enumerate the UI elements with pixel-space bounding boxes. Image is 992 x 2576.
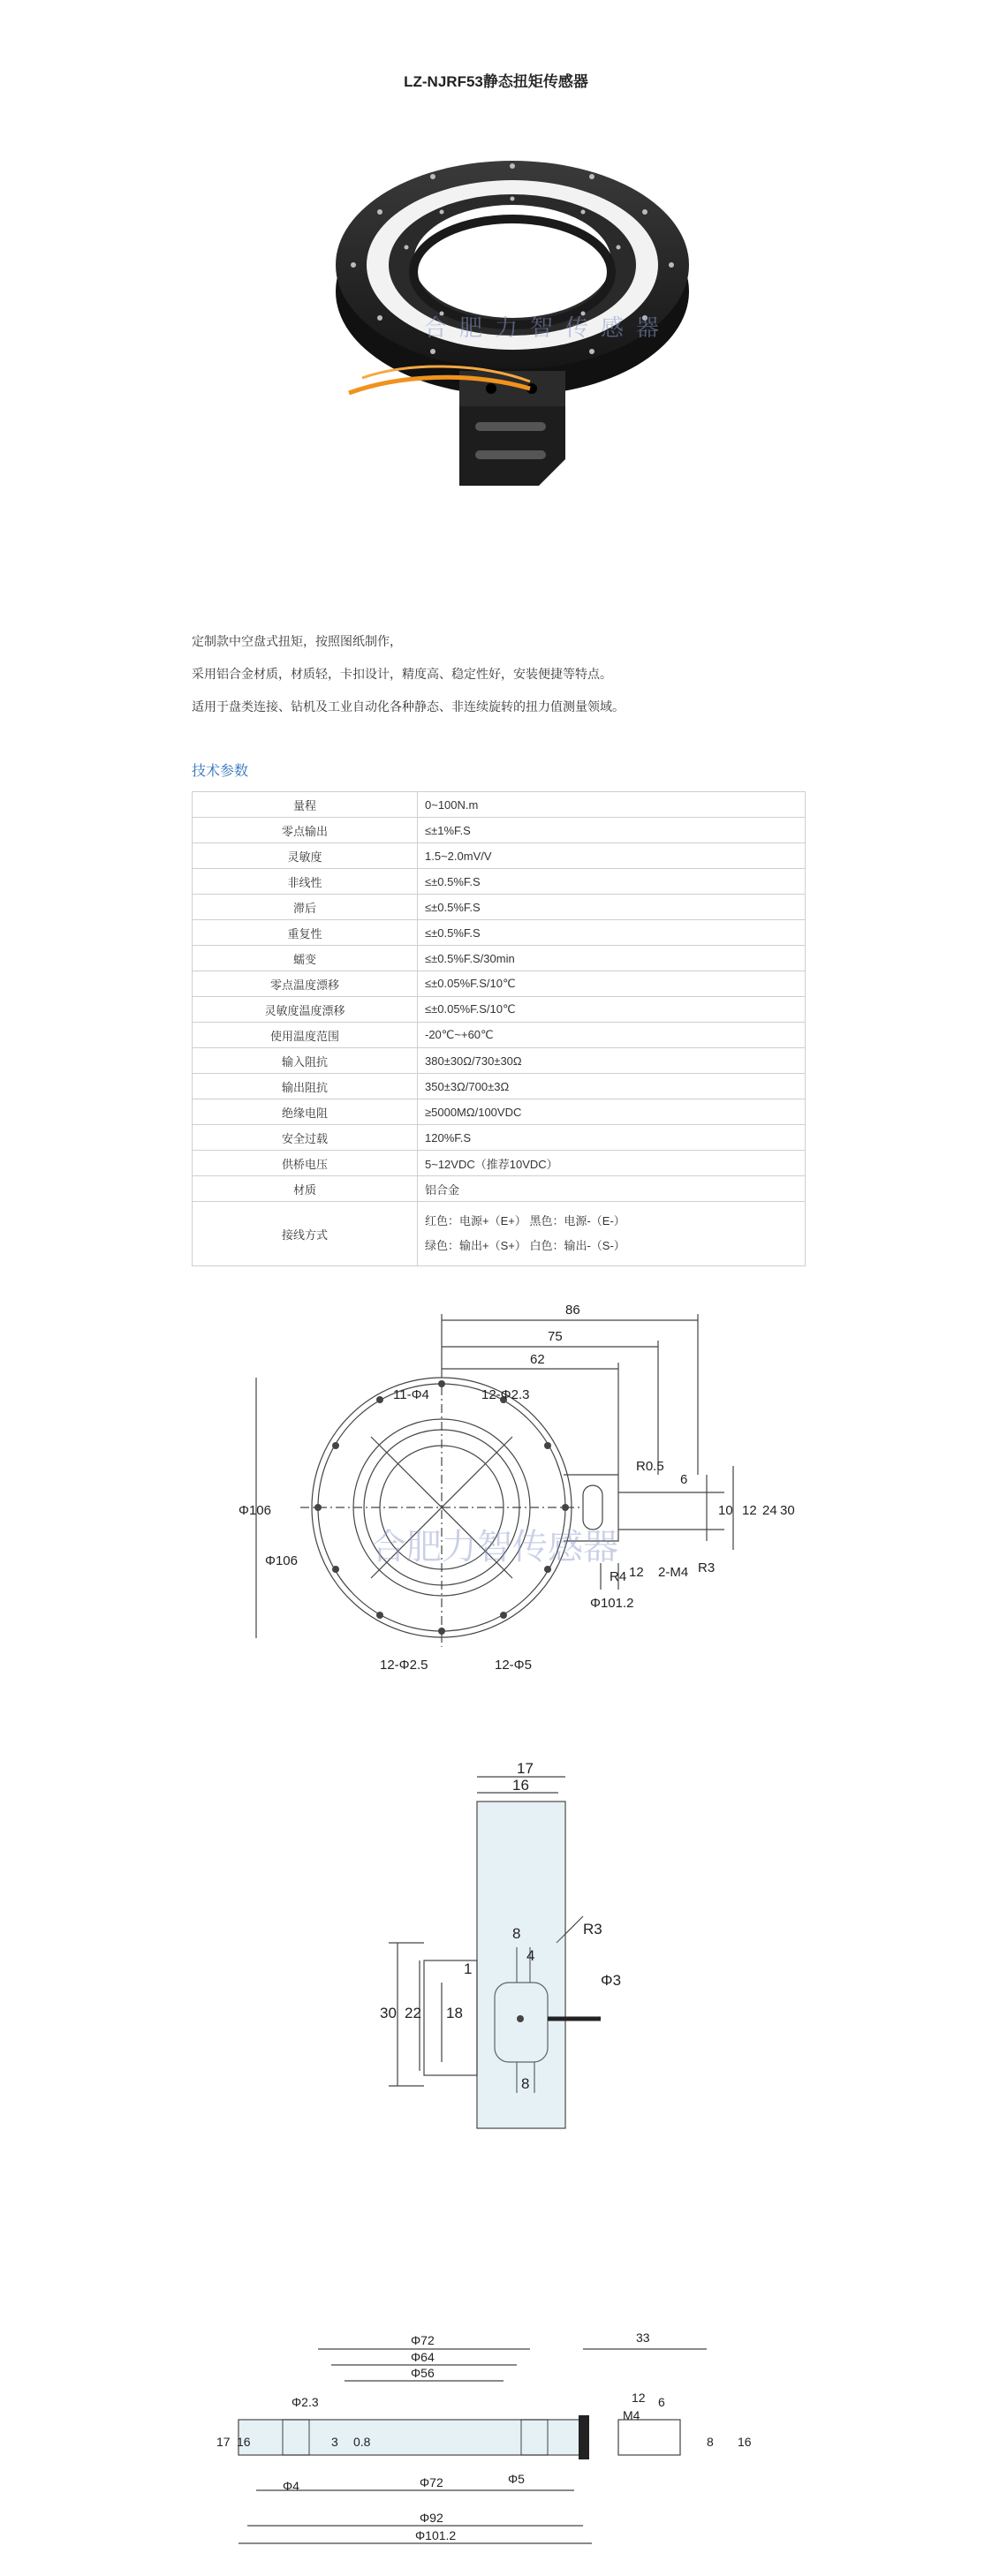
svg-text:Φ2.3: Φ2.3 — [292, 2395, 319, 2409]
svg-text:12-Φ2.5: 12-Φ2.5 — [380, 1658, 428, 1673]
svg-text:1: 1 — [464, 1960, 473, 1977]
svg-text:Φ64: Φ64 — [411, 2350, 435, 2364]
spec-label: 输入阻抗 — [193, 1048, 418, 1074]
svg-text:17: 17 — [216, 2435, 231, 2449]
table-row — [193, 997, 806, 1023]
spec-value: ≥5000MΩ/100VDC — [418, 1099, 806, 1125]
spec-table — [192, 791, 806, 1266]
spec-value: ≤±1%F.S — [418, 818, 806, 843]
svg-text:30: 30 — [780, 1503, 795, 1518]
table-row — [193, 971, 806, 997]
table-row — [193, 920, 806, 946]
svg-text:10: 10 — [718, 1503, 733, 1518]
svg-text:Φ5: Φ5 — [508, 2472, 525, 2486]
svg-text:Φ106: Φ106 — [239, 1503, 271, 1518]
svg-text:R0.5: R0.5 — [636, 1459, 664, 1474]
svg-text:Φ92: Φ92 — [420, 2511, 443, 2525]
svg-text:合肥力智传感器: 合肥力智传感器 — [371, 1528, 618, 1567]
svg-text:3: 3 — [331, 2435, 338, 2449]
table-row — [193, 869, 806, 895]
svg-text:16: 16 — [738, 2435, 752, 2449]
spec-label: 灵敏度温度漂移 — [193, 997, 418, 1023]
table-row — [193, 792, 806, 818]
table-row — [193, 1048, 806, 1074]
description-line: 定制款中空盘式扭矩，按照图纸制作， — [192, 634, 402, 648]
table-row — [193, 946, 806, 971]
spec-value: 铝合金 — [418, 1176, 806, 1202]
svg-text:Φ56: Φ56 — [411, 2366, 435, 2380]
spec-value: 380±30Ω/730±30Ω — [418, 1048, 806, 1074]
spec-label: 非线性 — [193, 869, 418, 895]
svg-text:Φ4: Φ4 — [283, 2479, 299, 2493]
svg-text:Φ72: Φ72 — [411, 2333, 435, 2347]
svg-text:22: 22 — [405, 2005, 421, 2021]
svg-text:11-Φ4: 11-Φ4 — [393, 1387, 429, 1402]
spec-label: 安全过载 — [193, 1125, 418, 1151]
product-description — [192, 625, 828, 723]
svg-text:18: 18 — [446, 2005, 463, 2021]
svg-text:6: 6 — [680, 1472, 688, 1487]
spec-value: 1.5~2.0mV/V — [418, 843, 806, 869]
table-row — [193, 1202, 806, 1266]
svg-text:8: 8 — [521, 2075, 530, 2092]
svg-text:M4: M4 — [623, 2408, 640, 2422]
spec-value: ≤±0.5%F.S — [418, 920, 806, 946]
svg-text:62: 62 — [530, 1352, 545, 1367]
svg-text:86: 86 — [565, 1303, 580, 1318]
spec-label: 绝缘电阻 — [193, 1099, 418, 1125]
spec-label: 蠕变 — [193, 946, 418, 971]
table-row — [193, 1151, 806, 1176]
svg-text:75: 75 — [548, 1329, 563, 1344]
svg-text:30: 30 — [380, 2005, 397, 2021]
spec-value: 350±3Ω/700±3Ω — [418, 1074, 806, 1099]
svg-text:Φ101.2: Φ101.2 — [415, 2528, 457, 2542]
table-row — [193, 1074, 806, 1099]
side-section-drawing — [0, 1757, 992, 2137]
svg-text:R3: R3 — [698, 1560, 716, 1575]
spec-value — [418, 1202, 806, 1266]
wiring-line: 红色：电源+（E+） 黑色：电源-（E-） — [425, 1214, 625, 1228]
table-row — [193, 1099, 806, 1125]
page-title: LZ-NJRF53静态扭矩传感器 — [404, 73, 588, 90]
wiring-line: 绿色：输出+（S+） 白色：输出-（S-） — [425, 1239, 625, 1252]
svg-text:0.8: 0.8 — [353, 2435, 371, 2449]
svg-text:6: 6 — [658, 2395, 665, 2409]
svg-text:8: 8 — [512, 1925, 521, 1942]
spec-label: 材质 — [193, 1176, 418, 1202]
spec-label: 灵敏度 — [193, 843, 418, 869]
spec-label: 零点输出 — [193, 818, 418, 843]
spec-value: ≤±0.5%F.S — [418, 895, 806, 920]
svg-text:12-Φ5: 12-Φ5 — [495, 1658, 532, 1673]
svg-text:Φ101.2: Φ101.2 — [590, 1596, 634, 1611]
cross-section-drawing — [0, 2314, 992, 2570]
svg-text:12-Φ2.3: 12-Φ2.3 — [481, 1387, 530, 1402]
svg-text:Φ3: Φ3 — [601, 1972, 622, 1989]
table-row — [193, 895, 806, 920]
description-line: 采用铝合金材质，材质轻，卡扣设计，精度高、稳定性好，安装便捷等特点。 — [192, 667, 612, 681]
svg-text:8: 8 — [707, 2435, 714, 2449]
table-row — [193, 1176, 806, 1202]
spec-value: 5~12VDC（推荐10VDC） — [418, 1151, 806, 1176]
spec-label: 接线方式 — [193, 1202, 418, 1266]
svg-text:合肥力智传感器: 合肥力智传感器 — [424, 314, 672, 341]
spec-value: ≤±0.05%F.S/10℃ — [418, 971, 806, 997]
spec-label: 量程 — [193, 792, 418, 818]
spec-label: 供桥电压 — [193, 1151, 418, 1176]
svg-text:4: 4 — [526, 1947, 535, 1964]
spec-label: 零点温度漂移 — [193, 971, 418, 997]
svg-text:2-M4: 2-M4 — [658, 1565, 689, 1580]
table-row — [193, 843, 806, 869]
spec-value: -20℃~+60℃ — [418, 1023, 806, 1048]
spec-label: 重复性 — [193, 920, 418, 946]
top-view-drawing — [0, 1298, 992, 1713]
svg-text:Φ72: Φ72 — [420, 2475, 443, 2489]
spec-label: 使用温度范围 — [193, 1023, 418, 1048]
product-image — [327, 150, 698, 565]
svg-text:R4: R4 — [610, 1569, 627, 1584]
spec-section-title: 技术参数 — [192, 764, 249, 779]
spec-label: 滞后 — [193, 895, 418, 920]
table-row — [193, 1023, 806, 1048]
svg-text:17: 17 — [517, 1760, 534, 1777]
spec-value: ≤±0.5%F.S/30min — [418, 946, 806, 971]
svg-text:16: 16 — [237, 2435, 251, 2449]
svg-text:24: 24 — [762, 1503, 777, 1518]
svg-text:16: 16 — [512, 1777, 529, 1794]
svg-text:R3: R3 — [583, 1921, 602, 1938]
description-line: 适用于盘类连接、钻机及工业自动化各种静态、非连续旋转的扭力值测量领域。 — [192, 699, 625, 714]
svg-text:12: 12 — [629, 1565, 644, 1580]
spec-value: ≤±0.05%F.S/10℃ — [418, 997, 806, 1023]
spec-value: ≤±0.5%F.S — [418, 869, 806, 895]
svg-text:12: 12 — [632, 2391, 646, 2405]
svg-text:Φ106: Φ106 — [265, 1553, 298, 1568]
spec-label: 输出阻抗 — [193, 1074, 418, 1099]
table-row — [193, 818, 806, 843]
svg-text:33: 33 — [636, 2330, 650, 2345]
svg-text:12: 12 — [742, 1503, 757, 1518]
table-row — [193, 1125, 806, 1151]
spec-value: 120%F.S — [418, 1125, 806, 1151]
spec-value: 0~100N.m — [418, 792, 806, 818]
